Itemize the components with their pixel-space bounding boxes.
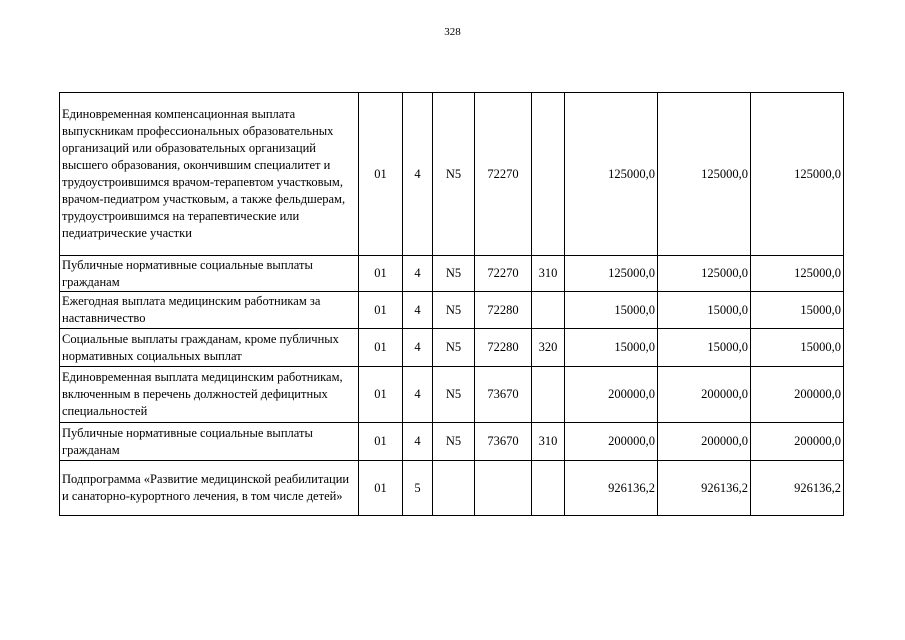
code-section: 01 — [359, 367, 403, 423]
amount-year-1: 15000,0 — [565, 329, 658, 367]
row-name: Единовременная компенсационная выплата выпускникам профессиональных образовательных организаций или образовательных организаций высшего образования, окончившим специалитет и трудоустроившимся врачом-терапевтом участковым, врачом-педиатром участковым, а также фельдшерам, трудоустроившимся на терапевтические или педиатрические участки — [60, 93, 359, 256]
code-target: 72280 — [475, 329, 532, 367]
code-target: 72270 — [475, 93, 532, 256]
amount-year-1: 125000,0 — [565, 93, 658, 256]
amount-year-1: 15000,0 — [565, 292, 658, 329]
code-program: N5 — [433, 329, 475, 367]
page-number: 328 — [444, 26, 461, 38]
code-subsection: 4 — [403, 93, 433, 256]
code-program: N5 — [433, 292, 475, 329]
row-name: Публичные нормативные социальные выплаты гражданам — [60, 256, 359, 292]
amount-year-2: 125000,0 — [658, 256, 751, 292]
code-target: 72280 — [475, 292, 532, 329]
code-subsection: 4 — [403, 423, 433, 461]
code-subsection: 4 — [403, 292, 433, 329]
amount-year-3: 926136,2 — [751, 461, 844, 516]
amount-year-1: 200000,0 — [565, 423, 658, 461]
amount-year-1: 200000,0 — [565, 367, 658, 423]
code-section: 01 — [359, 93, 403, 256]
code-target: 73670 — [475, 423, 532, 461]
table-row — [60, 423, 844, 461]
amount-year-1: 926136,2 — [565, 461, 658, 516]
code-program: N5 — [433, 93, 475, 256]
amount-year-2: 200000,0 — [658, 423, 751, 461]
table-row — [60, 292, 844, 329]
code-expense-type — [532, 461, 565, 516]
row-name: Социальные выплаты гражданам, кроме публичных нормативных социальных выплат — [60, 329, 359, 367]
amount-year-3: 125000,0 — [751, 93, 844, 256]
amount-year-2: 15000,0 — [658, 329, 751, 367]
code-program: N5 — [433, 423, 475, 461]
code-program: N5 — [433, 367, 475, 423]
amount-year-3: 125000,0 — [751, 256, 844, 292]
table-row — [60, 367, 844, 423]
amount-year-1: 125000,0 — [565, 256, 658, 292]
budget-table — [59, 92, 844, 516]
code-section: 01 — [359, 423, 403, 461]
amount-year-2: 125000,0 — [658, 93, 751, 256]
amount-year-2: 15000,0 — [658, 292, 751, 329]
code-expense-type: 310 — [532, 423, 565, 461]
table-row — [60, 329, 844, 367]
amount-year-3: 15000,0 — [751, 329, 844, 367]
amount-year-3: 15000,0 — [751, 292, 844, 329]
code-expense-type: 320 — [532, 329, 565, 367]
code-subsection: 4 — [403, 329, 433, 367]
code-section: 01 — [359, 292, 403, 329]
code-expense-type — [532, 292, 565, 329]
code-expense-type: 310 — [532, 256, 565, 292]
code-target: 73670 — [475, 367, 532, 423]
code-section: 01 — [359, 256, 403, 292]
code-program: N5 — [433, 256, 475, 292]
row-name: Ежегодная выплата медицинским работникам за наставничество — [60, 292, 359, 329]
code-target — [475, 461, 532, 516]
code-program — [433, 461, 475, 516]
amount-year-2: 926136,2 — [658, 461, 751, 516]
code-section: 01 — [359, 461, 403, 516]
amount-year-2: 200000,0 — [658, 367, 751, 423]
amount-year-3: 200000,0 — [751, 367, 844, 423]
row-name: Публичные нормативные социальные выплаты гражданам — [60, 423, 359, 461]
row-name: Подпрограмма «Развитие медицинской реабилитации и санаторно-курортного лечения, в том числе детей» — [60, 461, 359, 516]
table-row — [60, 461, 844, 516]
code-subsection: 4 — [403, 256, 433, 292]
code-expense-type — [532, 367, 565, 423]
table-row — [60, 93, 844, 256]
code-subsection: 5 — [403, 461, 433, 516]
table-row — [60, 256, 844, 292]
code-target: 72270 — [475, 256, 532, 292]
code-section: 01 — [359, 329, 403, 367]
code-expense-type — [532, 93, 565, 256]
amount-year-3: 200000,0 — [751, 423, 844, 461]
row-name: Единовременная выплата медицинским работникам, включенным в перечень должностей дефицитных специальностей — [60, 367, 359, 423]
code-subsection: 4 — [403, 367, 433, 423]
